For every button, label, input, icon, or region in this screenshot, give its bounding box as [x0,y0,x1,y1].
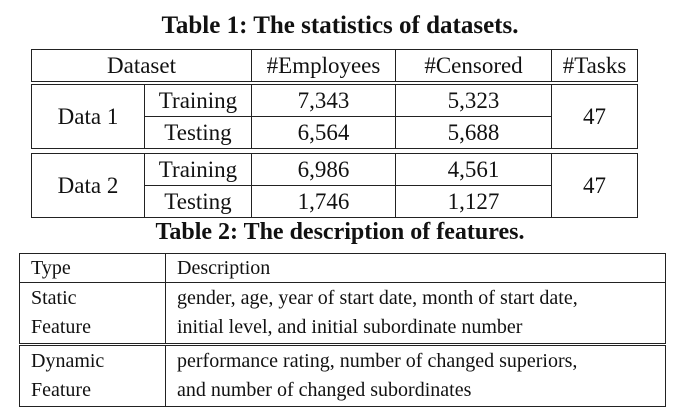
split-label: Testing [145,117,252,149]
header-censored: #Censored [396,50,552,82]
table-row [32,154,638,186]
type-line: Feature [31,379,91,401]
split-label: Training [145,85,252,117]
employees-cell: 6,986 [252,154,396,186]
type-line: Dynamic [31,350,105,372]
table1-group-data1 [31,84,638,149]
split-label: Training [145,154,252,186]
employees-cell: 1,746 [252,186,396,218]
censored-cell: 5,323 [396,85,552,117]
employees-cell: 7,343 [252,85,396,117]
description-cell [166,345,666,407]
type-line: Feature [31,316,91,338]
tasks-cell: 47 [552,85,638,149]
employees-cell: 6,564 [252,117,396,149]
censored-cell: 5,688 [396,117,552,149]
type-cell [20,283,166,345]
header-type: Type [20,254,166,283]
header-dataset: Dataset [32,50,252,82]
table2-header [20,254,666,283]
table-row [32,85,638,117]
table1-caption: Table 1: The statistics of datasets. [161,12,519,39]
table2-caption: Table 2: The description of features. [155,219,525,245]
header-employees: #Employees [252,50,396,82]
table1-header [31,49,638,82]
header-tasks: #Tasks [552,50,638,82]
header-description: Description [166,254,666,283]
table2 [19,253,666,407]
type-cell [20,345,166,407]
description-cell [166,283,666,345]
group-name: Data 2 [32,154,145,218]
description-line: gender, age, year of start date, month of start date, [177,287,578,309]
group-name: Data 1 [32,85,145,149]
table-row [20,283,666,345]
split-label: Testing [145,186,252,218]
description-line: initial level, and initial subordinate number [177,316,523,338]
table-row [20,345,666,407]
description-line: and number of changed subordinates [177,379,472,401]
description-line: performance rating, number of changed superiors, [177,350,578,372]
censored-cell: 4,561 [396,154,552,186]
tasks-cell: 47 [552,154,638,218]
censored-cell: 1,127 [396,186,552,218]
type-line: Static [31,287,77,309]
table1-group-data2 [31,153,638,218]
